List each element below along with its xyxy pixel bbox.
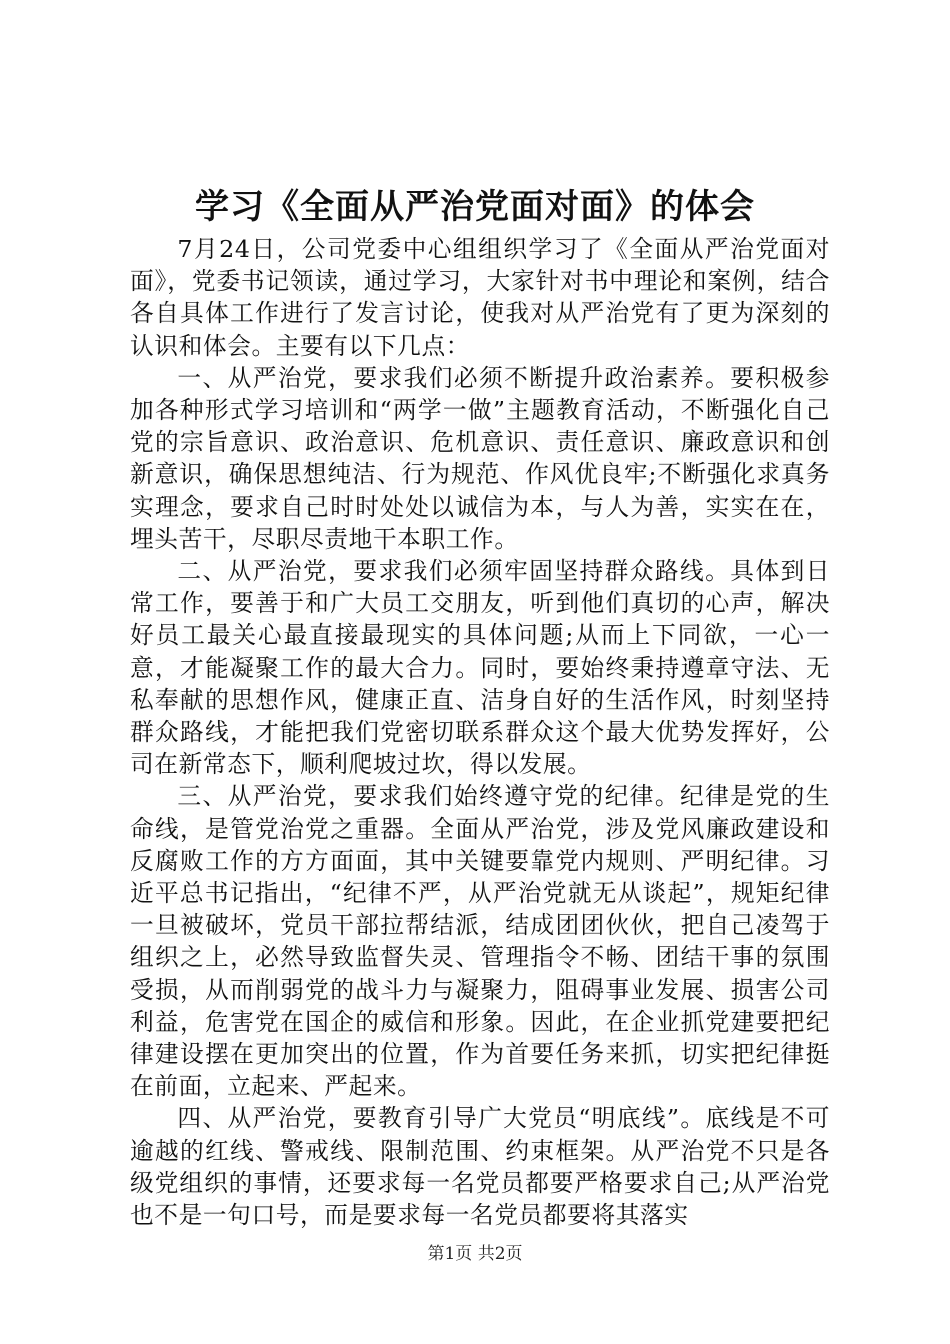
paragraph-point-2: 二、从严治党，要求我们必须牢固坚持群众路线。具体到日常工作，要善于和广大员工交朋友，听到他们真切的心声，解决好员工最关心最直接最现实的具体问题;从而上下同欲，一心一意，才能凝聚工作的最大合力。同时，要始终秉持遵章守法、无私奉献的思想作风，健康正直、洁身自好的生活作风，时刻坚持群众路线，才能把我们党密切联系群众这个最大优势发挥好，公司在新常态下，顺利爬坡过坎，得以发展。 — [130, 557, 830, 779]
paragraph-intro: 7月24日，公司党委中心组组织学习了《全面从严治党面对面》，党委书记领读，通过学习，大家针对书中理论和案例，结合各自具体工作进行了发言讨论，使我对从严治党有了更为深刻的认识和体会。主要有以下几点： — [130, 235, 830, 360]
page-footer: 第1页 共2页 — [427, 1244, 523, 1264]
paragraph-point-3: 三、从严治党，要求我们始终遵守党的纪律。纪律是党的生命线，是管党治党之重器。全面从严治党，涉及党风廉政建设和反腐败工作的方方面面，其中关键要靠党内规则、严明纪律。习近平总书记指出，“纪律不严，从严治党就无从谈起”，规矩纪律一旦被破坏，党员干部拉帮结派，结成团团伙伙，把自己凌驾于组织之上，必然导致监督失灵、管理指令不畅、团结干事的氛围受损，从而削弱党的战斗力与凝聚力，阻碍事业发展、损害公司利益，危害党在国企的威信和形象。因此，在企业抓党建要把纪律建设摆在更加突出的位置，作为首要任务来抓，切实把纪律挺在前面，立起来、严起来。 — [130, 782, 830, 1101]
paragraph-point-1: 一、从严治党，要求我们必须不断提升政治素养。要积极参加各种形式学习培训和“两学一做”主题教育活动，不断强化自己党的宗旨意识、政治意识、危机意识、责任意识、廉政意识和创新意识，确保思想纯洁、行为规范、作风优良牢;不断强化求真务实理念，要求自己时时处处以诚信为本，与人为善，实实在在，埋头苦干，尽职尽责地干本职工作。 — [130, 363, 830, 553]
paragraph-point-4: 四、从严治党，要教育引导广大党员“明底线”。底线是不可逾越的红线、警戒线、限制范围、约束框架。从严治党不只是各级党组织的事情，还要求每一名党员都要严格要求自己;从严治党也不是一句口号，而是要求每一名党员都要将其落实 — [130, 1104, 830, 1230]
document-body — [130, 233, 830, 1231]
document-title: 学习《全面从严治党面对面》的体会 — [195, 187, 755, 227]
